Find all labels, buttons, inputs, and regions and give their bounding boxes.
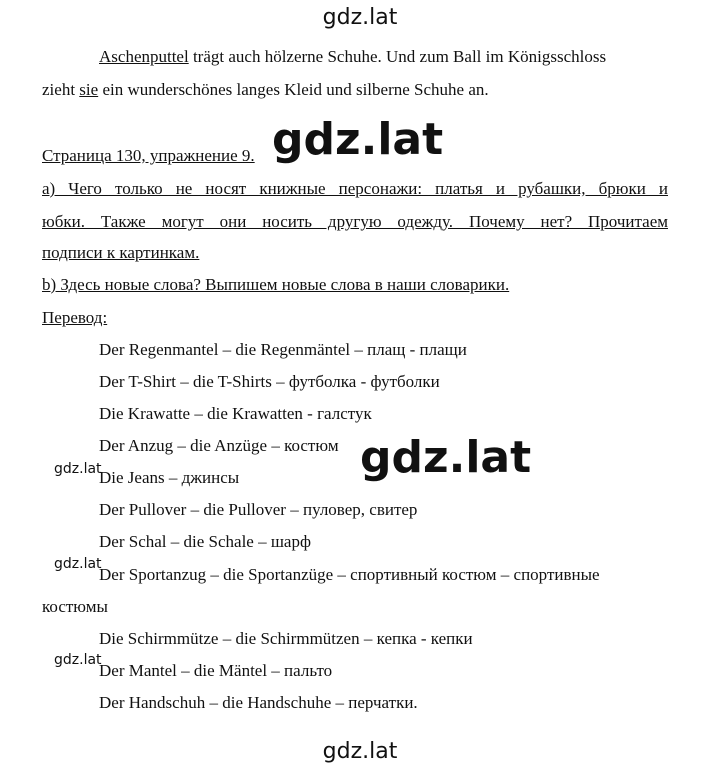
vocab-item: Die Jeans – джинсы — [99, 468, 240, 487]
watermark-small: gdz.lat — [54, 652, 102, 668]
vocab-item: Der Schal – die Schale – шарф — [99, 532, 311, 551]
underlined-word-sie: sie — [79, 80, 99, 99]
vocab-item: Die Schirmmütze – die Schirmmützen – кепка - кепки — [99, 629, 473, 648]
intro-line-1-text: trägt auch hölzerne Schuhe. Und zum Ball im Königsschloss — [188, 47, 607, 66]
vocab-item: Der Anzug – die Anzüge – костюм — [99, 436, 339, 455]
vocab-item: Der Sportanzug – die Sportanzüge – спортивный костюм – спортивные — [99, 565, 600, 584]
vocab-item: Der Mantel – die Mäntel – пальто — [99, 661, 333, 680]
task-a-line-2: юбки. Также могут они носить другую одежду. Почему нет? Прочитаем — [42, 212, 668, 231]
task-b: b) Здесь новые слова? Выпишем новые слова в наши словарики. — [42, 275, 510, 294]
intro-line-2-text: ein wunderschönes langes Kleid und silberne Schuhe an. — [98, 80, 489, 99]
watermark-small: gdz.lat — [54, 556, 102, 572]
underlined-word-aschenputtel: Aschenputtel — [99, 47, 189, 66]
watermark-large: gdz.lat — [272, 114, 444, 165]
vocab-item: Der Handschuh – die Handschuhe – перчатки. — [99, 693, 418, 712]
watermark-bottom: gdz.lat — [322, 739, 398, 764]
vocab-item-continuation: костюмы — [42, 597, 108, 616]
intro-line-1 — [99, 47, 606, 67]
vocab-item: Der T-Shirt – die T-Shirts – футболка - футболки — [99, 372, 440, 391]
translation-label: Перевод: — [42, 308, 108, 327]
watermark-top: gdz.lat — [322, 5, 398, 30]
watermark-large: gdz.lat — [360, 432, 532, 483]
task-a-line-3: подписи к картинкам. — [42, 243, 200, 262]
exercise-heading: Страница 130, упражнение 9. — [42, 146, 255, 165]
intro-line-2 — [42, 80, 489, 100]
intro-line-2-pre: zieht — [42, 80, 80, 99]
vocab-item: Der Regenmantel – die Regenmäntel – плащ - плащи — [99, 340, 467, 359]
vocab-item: Die Krawatte – die Krawatten - галстук — [99, 404, 372, 423]
vocab-item: Der Pullover – die Pullover – пуловер, свитер — [99, 500, 418, 519]
watermark-small: gdz.lat — [54, 461, 102, 477]
task-a-line-1: a) Чего только не носят книжные персонажи: платья и рубашки, брюки и — [42, 179, 668, 198]
